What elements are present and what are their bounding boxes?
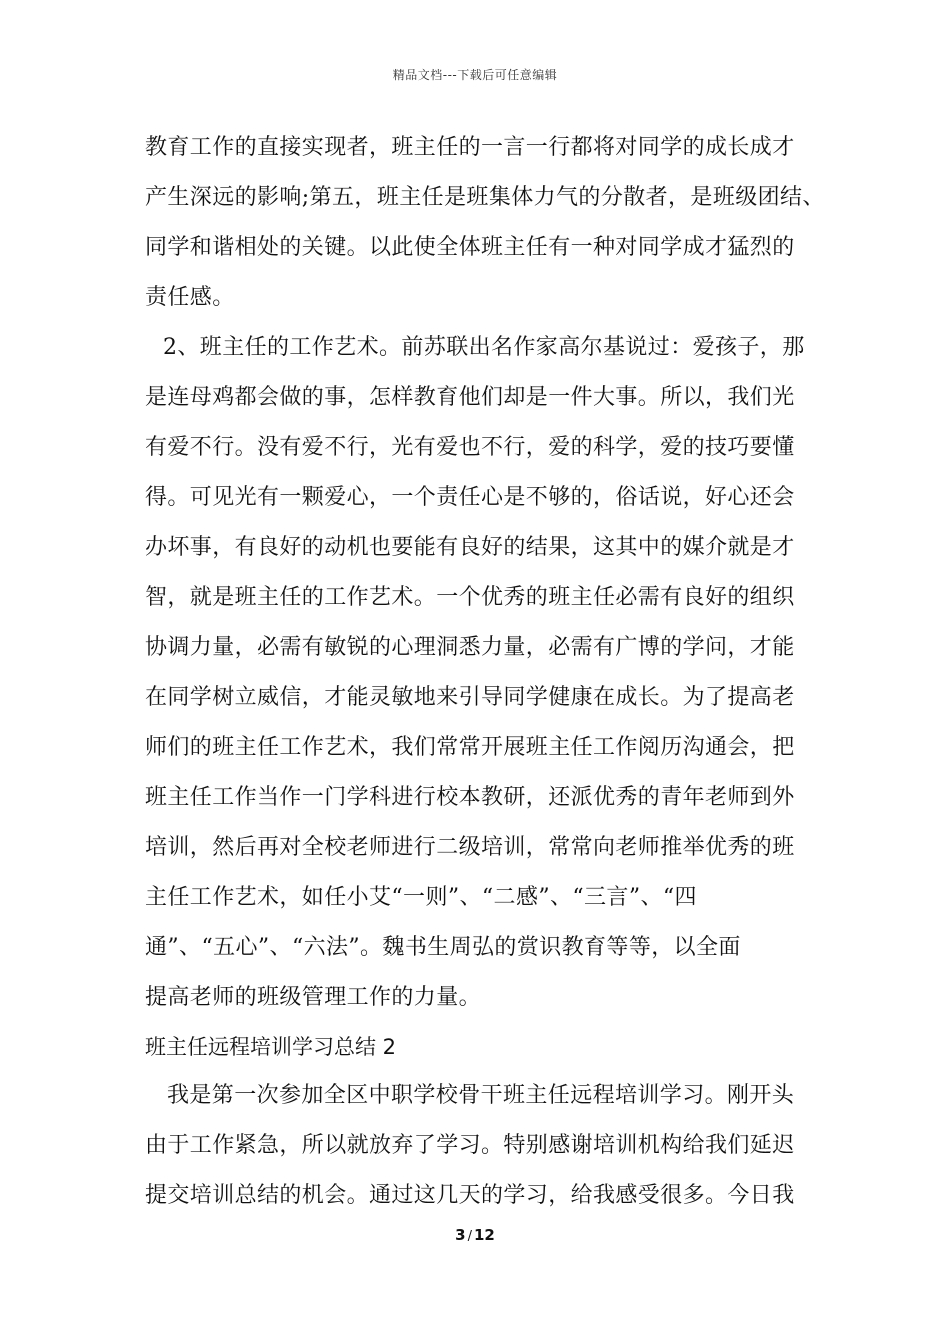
total-pages: 12 xyxy=(473,1226,495,1244)
text-line: 主任工作艺术，如任小艾“一则”、“二感”、“三言”、“四 xyxy=(145,885,697,910)
page-separator: / xyxy=(467,1229,472,1244)
text-line: 得。可见光有一颗爱心，一个责任心是不够的，俗话说，好心还会 xyxy=(145,485,795,510)
text-line: 由于工作紧急，所以就放弃了学习。特别感谢培训机构给我们延迟 xyxy=(145,1133,795,1158)
section-title: 班主任远程培训学习总结 2 xyxy=(145,1035,397,1059)
text-line: 培训，然后再对全校老师进行二级培训，常常向老师推举优秀的班 xyxy=(145,835,795,860)
page-header: 精品文档---下载后可任意编辑 xyxy=(392,68,558,82)
text-line: 提高老师的班级管理工作的力量。 xyxy=(145,985,482,1010)
text-line: 班主任工作当作一门学科进行校本教研，还派优秀的青年老师到外 xyxy=(145,785,795,810)
text-line: 有爱不行。没有爱不行，光有爱也不行，爱的科学，爱的技巧要懂 xyxy=(145,435,795,460)
current-page: 3 xyxy=(455,1226,466,1244)
text-line: 师们的班主任工作艺术，我们常常开展班主任工作阅历沟通会，把 xyxy=(145,735,795,760)
text-line: 责任感。 xyxy=(145,285,235,310)
text-line: 通”、“五心”、“六法”。魏书生周弘的赏识教育等等，以全面 xyxy=(145,935,741,960)
text-line: 我是第一次参加全区中职学校骨干班主任远程培训学习。刚开头 xyxy=(167,1083,795,1108)
text-line: 教育工作的直接实现者，班主任的一言一行都将对同学的成长成才 xyxy=(145,135,795,160)
text-line: 同学和谐相处的关键。以此使全体班主任有一种对同学成才猛烈的 xyxy=(145,235,795,260)
page-number xyxy=(0,1226,950,1244)
text-line: 在同学树立威信，才能灵敏地来引导同学健康在成长。为了提高老 xyxy=(145,685,795,710)
text-line: 是连母鸡都会做的事，怎样教育他们却是一件大事。所以，我们光 xyxy=(145,385,795,410)
text-line: 协调力量，必需有敏锐的心理洞悉力量，必需有广博的学问，才能 xyxy=(145,635,795,660)
text-line: 智，就是班主任的工作艺术。一个优秀的班主任必需有良好的组织 xyxy=(145,585,795,610)
text-line: 办坏事，有良好的动机也要能有良好的结果，这其中的媒介就是才 xyxy=(145,535,795,560)
document-body xyxy=(145,123,825,1221)
text-line: 提交培训总结的机会。通过这几天的学习，给我感受很多。今日我 xyxy=(145,1183,795,1208)
text-line: 2、班主任的工作艺术。前苏联出名作家高尔基说过：爱孩子，那 xyxy=(163,335,805,360)
text-line: 产生深远的影响;第五，班主任是班集体力气的分散者，是班级团结、 xyxy=(145,185,825,210)
